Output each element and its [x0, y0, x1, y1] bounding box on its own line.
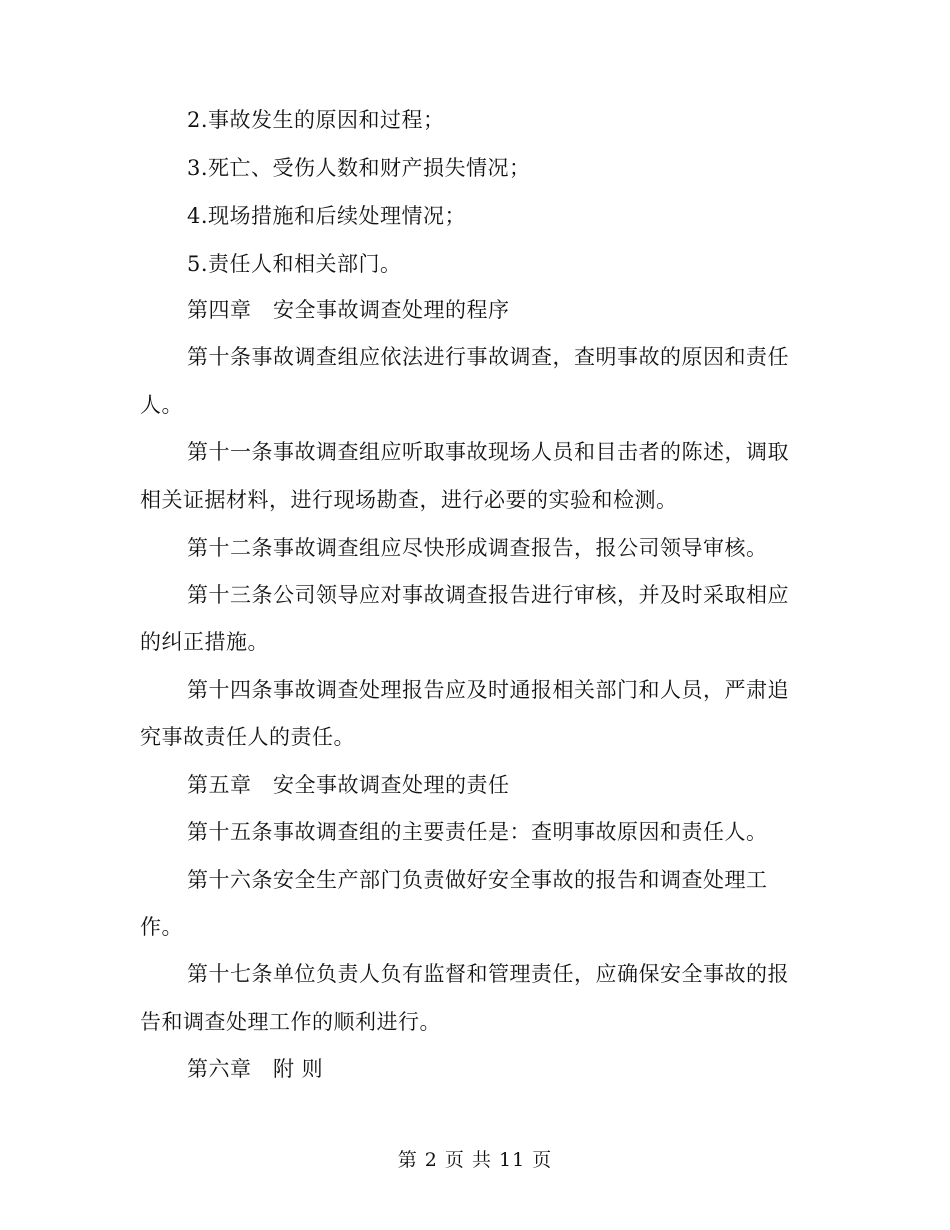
article-16-line-1: 第十六条安全生产部门负责做好安全事故的报告和调查处理工 [187, 868, 768, 892]
article-12: 第十二条事故调查组应尽快形成调查报告，报公司领导审核。 [187, 536, 768, 560]
article-13-line-1: 第十三条公司领导应对事故调查报告进行审核，并及时采取相应 [187, 583, 789, 607]
article-16-line-2: 作。 [140, 915, 183, 939]
item-5-responsible-parties: 5.责任人和相关部门。 [187, 252, 402, 276]
article-14-line-2: 究事故责任人的责任。 [140, 725, 355, 749]
chapter-4-heading: 第四章 安全事故调查处理的程序 [187, 298, 510, 322]
item-2-cause-process: 2.事故发生的原因和过程； [187, 108, 445, 132]
chapter-6-heading: 第六章 附 则 [187, 1057, 324, 1081]
article-14-line-1: 第十四条事故调查处理报告应及时通报相关部门和人员，严肃追 [187, 678, 789, 702]
item-3-casualties-losses: 3.死亡、受伤人数和财产损失情况； [187, 156, 531, 180]
article-15: 第十五条事故调查组的主要责任是：查明事故原因和责任人。 [187, 820, 768, 844]
chapter-5-heading: 第五章 安全事故调查处理的责任 [187, 773, 510, 797]
article-11-line-1: 第十一条事故调查组应听取事故现场人员和目击者的陈述，调取 [187, 440, 789, 464]
article-17-line-2: 告和调查处理工作的顺利进行。 [140, 1010, 441, 1034]
article-13-line-2: 的纠正措施。 [140, 630, 269, 654]
page-number-footer: 第 2 页 共 11 页 [397, 1149, 553, 1171]
article-17-line-1: 第十七条单位负责人负有监督和管理责任，应确保安全事故的报 [187, 962, 789, 986]
article-10-line-2: 人。 [140, 393, 183, 417]
item-4-onsite-measures: 4.现场措施和后续处理情况； [187, 204, 467, 228]
article-10-line-1: 第十条事故调查组应依法进行事故调查，查明事故的原因和责任 [187, 345, 789, 369]
article-11-line-2: 相关证据材料，进行现场勘查，进行必要的实验和检测。 [140, 488, 678, 512]
